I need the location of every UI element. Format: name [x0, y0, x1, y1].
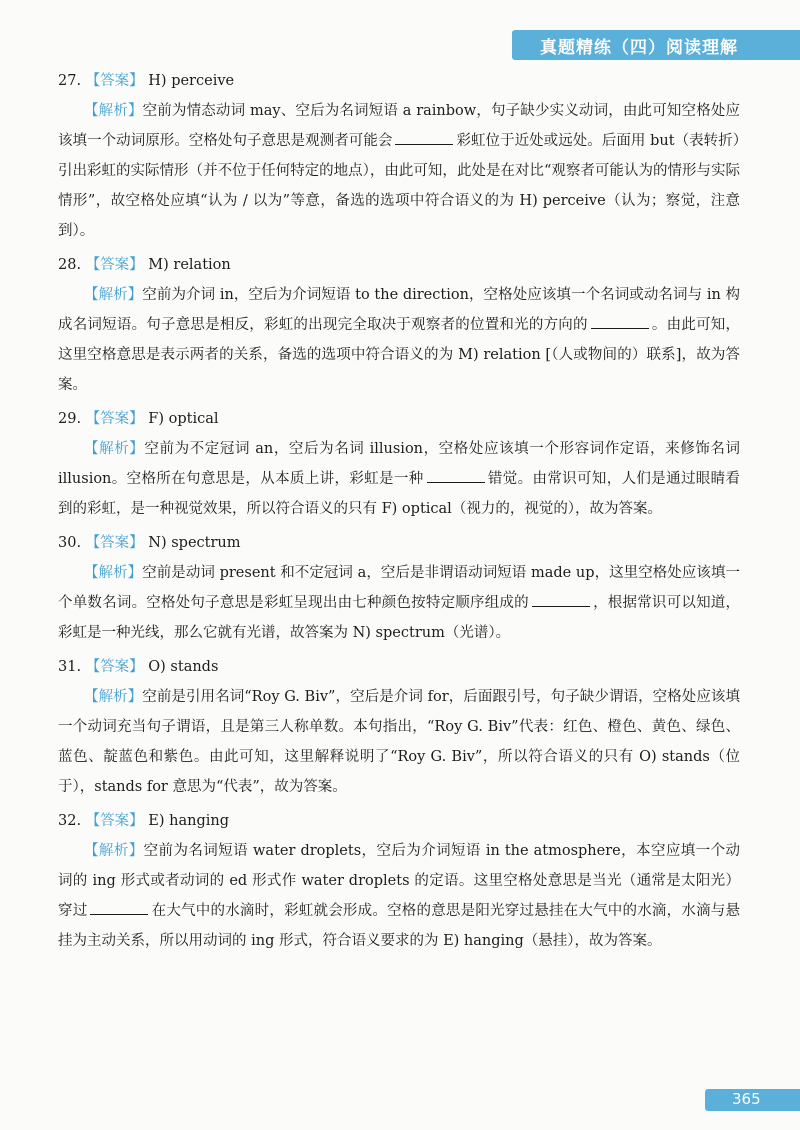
explanation-tag: 【解析】 [84, 565, 143, 581]
answer-tag: 【答案】 [85, 659, 144, 675]
question-number: 32. [58, 813, 82, 829]
explanation-text-cont: 彩虹位于近处或远处。后面用 but（表转折）引出彩虹的实际情形（并不位于任何特定的地点），由此可知，此处是在对比“观察者可能认为的情形与实际情形”，故空格处应填“认为 / 以为”等意，备选的选项中符合语义的为 H) perceive（认为；察觉，注意到）。 [58, 133, 740, 239]
explanation-text: 空前是动词 present 和不定冠词 a，空后是非谓语动词短语 made up，这里空格处应该填一个单数名词。空格处句子意思是彩虹呈现出由七种颜色按特定顺序组成的 [58, 565, 740, 611]
blank-line [532, 592, 590, 607]
answer-line [58, 654, 740, 680]
explanation-text-cont: ，根据常识可以知道，彩虹是一种光线，那么它就有光谱，故答案为 N) spectrum（光谱）。 [58, 595, 741, 641]
question-30 [58, 530, 740, 648]
answer-text: H) perceive [148, 73, 235, 89]
answer-explanations [58, 62, 740, 960]
explanation-text: 空前为名词短语 water droplets，空后为介词短语 in the atmosphere，本空应填一个动词的 ing 形式或者动词的 ed 形式作 water droplets 的定语。这里空格处意思是当光（通常是太阳光）穿过 [58, 843, 740, 919]
question-number: 27. [58, 73, 82, 89]
question-32 [58, 808, 740, 956]
explanation-tag: 【解析】 [84, 689, 143, 705]
explanation-text: 空前是引用名词“Roy G. Biv”，空后是介词 for，后面跟引号，句子缺少谓语，空格处应该填一个动词充当句子谓语，且是第三人称单数。本句指出，“Roy G. Biv”代表：红色、橙色、黄色、绿色、蓝色、靛蓝色和紫色。由此可知，这里解释说明了“Roy G. Biv”，所以符合语义的只有 O) stands（位于），stands for 意思为“代表”，故为答案。 [58, 689, 740, 795]
answer-line [58, 252, 740, 278]
explanation-tag: 【解析】 [84, 843, 144, 859]
explanation [58, 836, 740, 956]
explanation [58, 96, 740, 246]
answer-tag: 【答案】 [85, 73, 144, 89]
explanation-text: 空前为不定冠词 an，空后为名词 illusion，空格处应该填一个形容词作定语，来修饰名词 illusion。空格所在句意思是，从本质上讲，彩虹是一种 [58, 441, 740, 487]
explanation-tag: 【解析】 [84, 103, 143, 119]
answer-tag: 【答案】 [85, 535, 144, 551]
blank-line [591, 314, 649, 329]
question-27 [58, 68, 740, 246]
answer-text: O) stands [148, 659, 219, 675]
answer-line [58, 808, 740, 834]
page-number: 365 [732, 1090, 761, 1108]
explanation-tag: 【解析】 [84, 287, 143, 303]
question-29 [58, 406, 740, 524]
question-number: 30. [58, 535, 82, 551]
explanation-text-cont: 。由此可知，这里空格意思是表示两者的关系，备选的选项中符合语义的为 M) relation [（人或物间的）联系]，故为答案。 [58, 317, 741, 393]
explanation [58, 280, 740, 400]
answer-text: E) hanging [148, 813, 229, 829]
explanation [58, 558, 740, 648]
explanation [58, 682, 740, 802]
blank-line [395, 130, 453, 145]
explanation-text: 空前为情态动词 may、空后为名词短语 a rainbow，句子缺少实义动词，由此可知空格处应该填一个动词原形。空格处句子意思是观测者可能会 [58, 103, 741, 149]
answer-text: N) spectrum [148, 535, 241, 551]
section-title: 真题精练（四）阅读理解 [540, 38, 738, 58]
question-number: 29. [58, 411, 82, 427]
answer-tag: 【答案】 [85, 257, 144, 273]
explanation [58, 434, 740, 524]
question-28 [58, 252, 740, 400]
answer-line [58, 406, 740, 432]
answer-line [58, 530, 740, 556]
explanation-text: 空前为介词 in，空后为介词短语 to the direction，空格处应该填一个名词或动名词与 in 构成名词短语。句子意思是相反，彩虹的出现完全取决于观察者的位置和光的方向的 [58, 287, 740, 333]
blank-line [427, 468, 485, 483]
answer-text: M) relation [148, 257, 231, 273]
answer-text: F) optical [148, 411, 219, 427]
explanation-text-cont: 错觉。由常识可知，人们是通过眼睛看到的彩虹，是一种视觉效果，所以符合语义的只有 F) optical（视力的，视觉的），故为答案。 [58, 471, 741, 517]
blank-line [90, 900, 148, 915]
answer-line [58, 68, 740, 94]
explanation-text-cont: 在大气中的水滴时，彩虹就会形成。空格的意思是阳光穿过悬挂在大气中的水滴，水滴与悬挂为主动关系，所以用动词的 ing 形式，符合语义要求的为 E) hanging（悬挂），故为答案。 [58, 903, 741, 949]
question-number: 28. [58, 257, 82, 273]
answer-tag: 【答案】 [85, 411, 144, 427]
question-number: 31. [58, 659, 82, 675]
explanation-tag: 【解析】 [84, 441, 145, 457]
question-31 [58, 654, 740, 802]
answer-tag: 【答案】 [85, 813, 144, 829]
